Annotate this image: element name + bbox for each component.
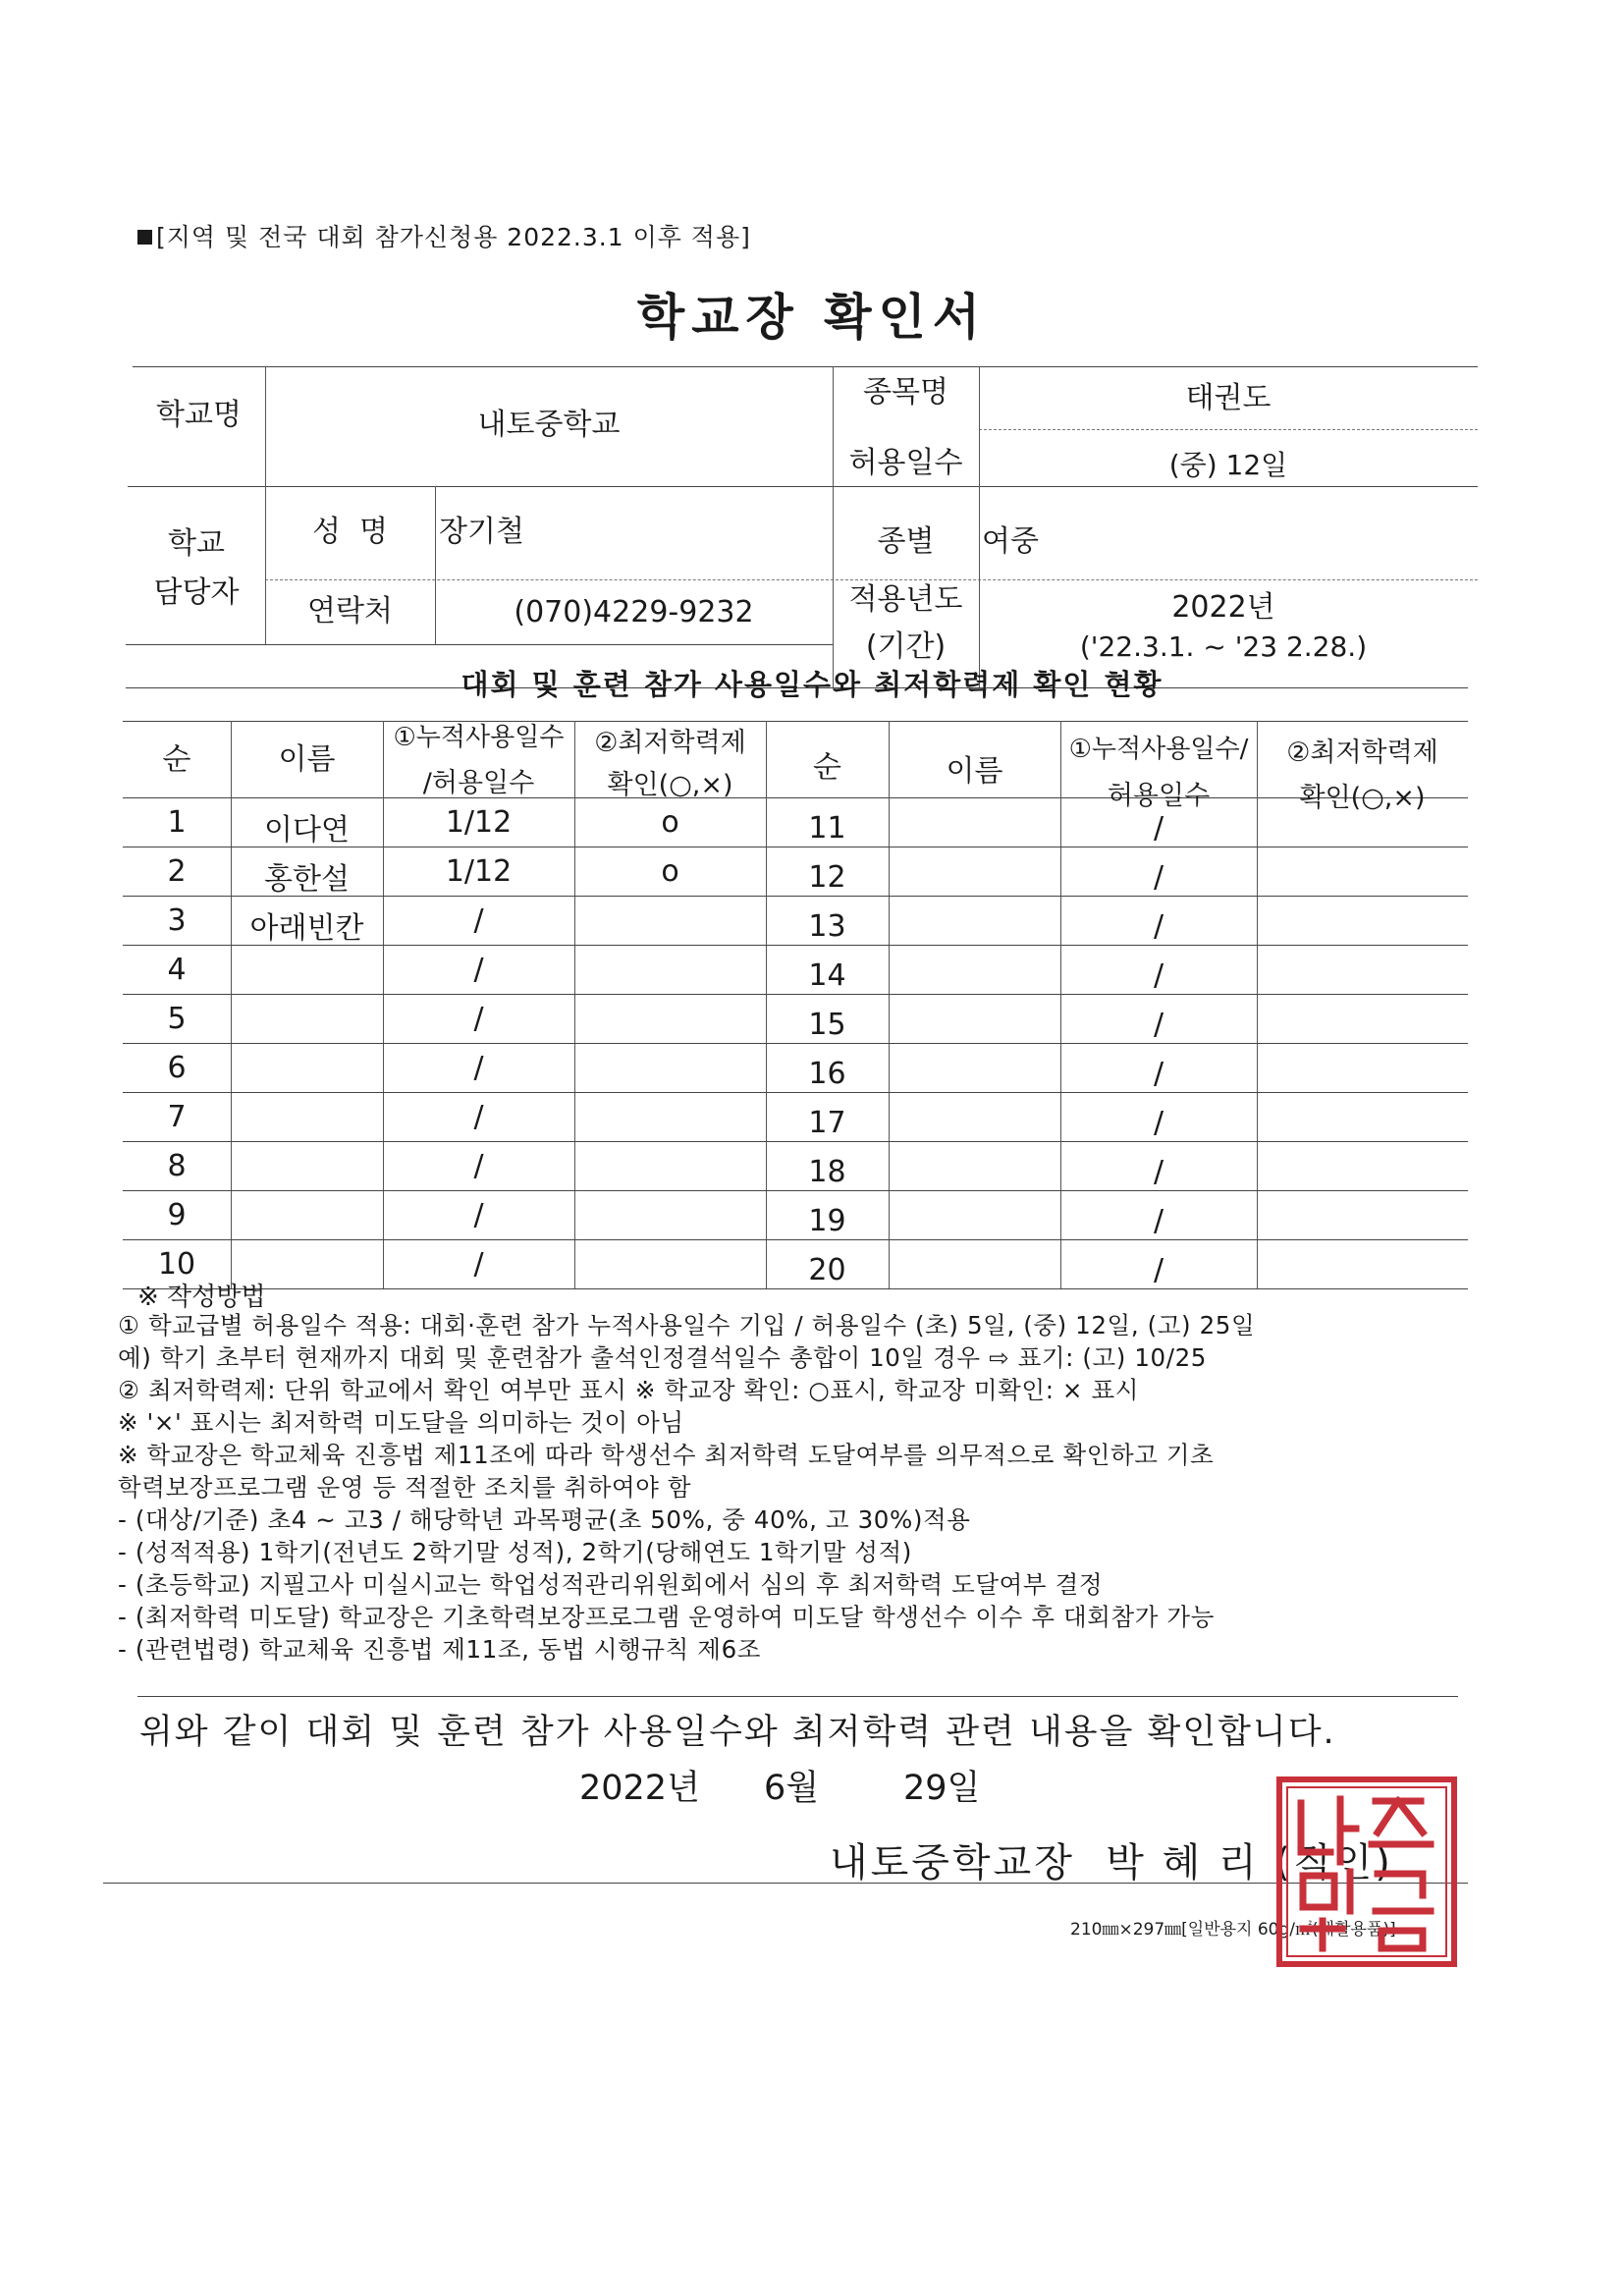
- row-number: 8: [167, 1149, 187, 1183]
- paper-spec: 210㎜×297㎜[일반용지 60g/㎡(재활용품)]: [1070, 1920, 1396, 1940]
- note-line: - (최저학력 미도달) 학교장은 기초학력보장프로그램 운영하여 미도달 학생선수 이수 후 대회참가 가능: [118, 1603, 1215, 1631]
- row-usage: /: [1153, 1057, 1164, 1091]
- row-usage: /: [473, 1149, 484, 1183]
- divider: [979, 429, 1478, 430]
- allow-value: (중) 12일: [1168, 449, 1288, 481]
- contact-label: 연락처: [307, 594, 393, 629]
- row-divider: [766, 1190, 1468, 1191]
- note-line: - (초등학교) 지필고사 미실시교는 학업성적관리위원회에서 심의 후 최저학력 도달여부 결정: [118, 1570, 1104, 1599]
- row-number: 10: [157, 1247, 196, 1282]
- event-value: 태권도: [1185, 381, 1272, 415]
- row-divider: [766, 994, 1468, 995]
- row-divider: [123, 994, 766, 995]
- row-number: 9: [167, 1198, 187, 1232]
- row-divider: [766, 1239, 1468, 1240]
- row-divider: [766, 945, 1468, 946]
- row-divider: [123, 1141, 766, 1142]
- row-divider: [123, 945, 766, 946]
- row-usage: /: [473, 1100, 484, 1134]
- row-check: o: [661, 805, 679, 840]
- table-title: 대회 및 훈련 참가 사용일수와 최저학력제 확인 현황: [460, 668, 1164, 701]
- row-divider: [766, 1288, 1468, 1289]
- row-number: 2: [167, 854, 187, 889]
- official-seal-icon: [1273, 1774, 1460, 1970]
- form-tag-text: [지역 및 전국 대회 참가신청용 2022.3.1 이후 적용]: [156, 223, 751, 251]
- row-divider: [123, 1190, 766, 1191]
- row-usage: 1/12: [445, 854, 513, 889]
- row-usage: /: [1153, 909, 1164, 944]
- square-bullet-icon: [137, 230, 152, 245]
- gender-value: 여중: [982, 524, 1039, 559]
- row-usage: /: [1153, 860, 1164, 895]
- contact-value: (070)4229-9232: [514, 595, 754, 629]
- col-header-check-right-2: 확인(○,×): [1299, 783, 1426, 813]
- row-usage: /: [473, 953, 484, 987]
- school-value: 내토중학교: [477, 408, 621, 442]
- col-header-name-right: 이름: [946, 754, 1003, 789]
- row-name: 홍한설: [264, 862, 350, 897]
- row-divider: [123, 1043, 766, 1044]
- col-header-no-right: 순: [813, 750, 841, 785]
- confirmation-statement: 위와 같이 대회 및 훈련 참가 사용일수와 최저학력 관련 내용을 확인합니다.: [139, 1713, 1336, 1752]
- note-line: 예) 학기 초부터 현재까지 대회 및 훈련참가 출석인정결석일수 총합이 10일 경우 ⇨ 표기: (고) 10/25: [118, 1343, 1207, 1372]
- manager-label-1: 학교: [168, 526, 225, 561]
- row-number: 18: [808, 1155, 846, 1189]
- note-line: 학력보장프로그램 운영 등 적절한 조치를 취하여야 함: [118, 1473, 692, 1502]
- date-day: 29일: [903, 1769, 981, 1808]
- row-number: 1: [167, 805, 187, 840]
- row-usage: /: [1153, 811, 1164, 846]
- gender-label: 종별: [877, 524, 935, 559]
- name-value: 장기철: [439, 515, 524, 549]
- row-divider: [766, 1092, 1468, 1093]
- year-label-1: 적용년도: [848, 582, 963, 617]
- col-header-check-right-1: ②최저학력제: [1286, 738, 1438, 768]
- school-label: 학교명: [156, 398, 242, 432]
- row-usage: /: [473, 1247, 484, 1282]
- divider: [123, 721, 1468, 722]
- row-number: 15: [808, 1008, 846, 1042]
- row-number: 13: [808, 909, 846, 944]
- row-usage: /: [473, 1051, 484, 1085]
- col-header-usage-right-2: 허용일수: [1107, 781, 1211, 811]
- notes-list: [118, 1309, 1255, 1666]
- row-usage: 1/12: [445, 805, 513, 840]
- divider: [889, 721, 890, 1288]
- row-number: 14: [808, 958, 846, 993]
- row-usage: /: [1153, 1155, 1164, 1189]
- col-header-check-1: ②최저학력제: [594, 728, 746, 758]
- col-header-usage-2: /허용일수: [422, 768, 535, 798]
- date-month: 6월: [764, 1769, 820, 1808]
- row-number: 6: [167, 1051, 187, 1085]
- row-divider: [766, 1043, 1468, 1044]
- col-header-usage-right-1: ①누적사용일수/: [1068, 735, 1249, 764]
- row-usage: /: [1153, 1008, 1164, 1042]
- note-line: ② 최저학력제: 단위 학교에서 확인 여부만 표시 ※ 학교장 확인: ○표시, 학교장 미확인: × 표시: [118, 1376, 1139, 1404]
- divider: [137, 1696, 1458, 1697]
- note-line: ① 학교급별 허용일수 적용: 대회·훈련 참가 누적사용일수 기입 / 허용일수 (초) 5일, (중) 12일, (고) 25일: [118, 1311, 1256, 1339]
- row-divider: [766, 1141, 1468, 1142]
- row-number: 7: [167, 1100, 187, 1134]
- row-divider: [766, 896, 1468, 897]
- row-divider: [123, 1092, 766, 1093]
- row-check: o: [661, 854, 679, 889]
- date-year: 2022년: [579, 1769, 700, 1808]
- note-line: - (성적적용) 1학기(전년도 2학기말 성적), 2학기(당해연도 1학기말 성적): [118, 1538, 912, 1566]
- year-value-2: ('22.3.1. ~ '23 2.28.): [1079, 630, 1368, 663]
- col-header-usage-1: ①누적사용일수: [393, 723, 565, 752]
- row-number: 11: [808, 811, 846, 846]
- manager-label-2: 담당자: [153, 575, 240, 610]
- name-label: 성 명: [311, 515, 389, 549]
- divider: [133, 366, 1478, 367]
- note-line: ※ 학교장은 학교체육 진흥법 제11조에 따라 학생선수 최저학력 도달여부를 의무적으로 확인하고 기초: [118, 1441, 1215, 1469]
- divider: [128, 486, 1478, 487]
- row-number: 20: [808, 1253, 846, 1287]
- row-number: 4: [167, 953, 187, 987]
- event-label: 종목명: [863, 375, 948, 410]
- divider: [126, 644, 833, 645]
- divider: [103, 1883, 1468, 1884]
- principal-signature: 내토중학교장 박 혜 리 (직인): [830, 1840, 1393, 1886]
- col-header-check-2: 확인(○,×): [607, 770, 733, 800]
- row-usage: /: [1153, 1253, 1164, 1287]
- row-number: 17: [808, 1106, 846, 1140]
- row-usage: /: [473, 903, 484, 938]
- allow-label: 허용일수: [848, 446, 963, 480]
- note-line: - (관련법령) 학교체육 진흥법 제11조, 동법 시행규칙 제6조: [118, 1635, 762, 1664]
- row-usage: /: [1153, 1106, 1164, 1140]
- year-label-2: (기간): [865, 629, 947, 664]
- col-header-name: 이름: [278, 742, 336, 777]
- notes-heading: ※ 작성방법: [137, 1283, 266, 1312]
- row-usage: /: [1153, 1204, 1164, 1238]
- row-usage: /: [473, 1198, 484, 1232]
- row-number: 19: [808, 1204, 846, 1238]
- row-number: 16: [808, 1057, 846, 1091]
- row-usage: /: [473, 1002, 484, 1036]
- year-value-1: 2022년: [1171, 590, 1275, 625]
- row-divider: [123, 896, 766, 897]
- row-number: 5: [167, 1002, 187, 1036]
- row-number: 12: [808, 860, 846, 895]
- note-line: ※ '×' 표시는 최저학력 미도달을 의미하는 것이 아님: [118, 1408, 684, 1437]
- row-usage: /: [1153, 958, 1164, 993]
- row-number: 3: [167, 903, 187, 938]
- form-tag: [137, 218, 751, 253]
- document-title: 학교장 확인서: [636, 289, 988, 346]
- row-name: 이다연: [264, 813, 350, 847]
- col-header-no: 순: [162, 742, 191, 777]
- note-line: - (대상/기준) 초4 ~ 고3 / 해당학년 과목평균(초 50%, 중 40%, 고 30%)적용: [118, 1505, 971, 1534]
- row-divider: [123, 1239, 766, 1240]
- row-name: 아래빈칸: [249, 911, 364, 946]
